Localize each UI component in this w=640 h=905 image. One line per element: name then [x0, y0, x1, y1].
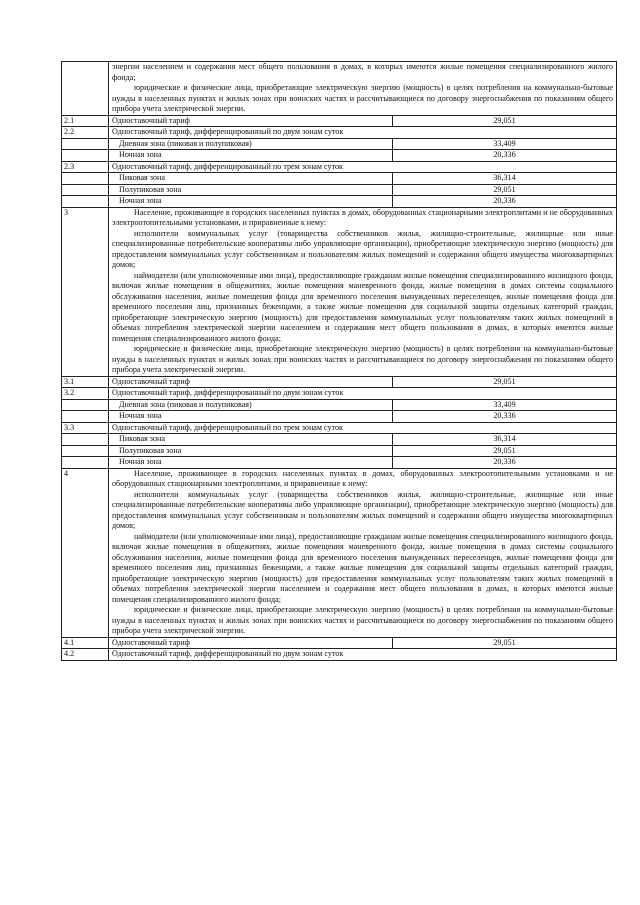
tariff-value: 20,336 [393, 150, 617, 162]
row-number [62, 399, 109, 411]
tariff-table [61, 61, 617, 661]
tariff-row [62, 434, 617, 446]
group-number: 4 [62, 468, 109, 637]
tariff-row [62, 422, 617, 434]
tariff-label: Одноставочный тариф [109, 376, 393, 388]
paragraph: энергии населением и содержания мест общего пользования в домах, в которых имеются жилые помещения специализированного жилого фонда; [112, 62, 613, 82]
tariff-value: 33,409 [393, 399, 617, 411]
tariff-label: Пиковая зона [109, 434, 393, 446]
tariff-label: Одноставочный тариф, дифференцированный по двум зонам суток [109, 649, 617, 661]
document-page [61, 61, 616, 876]
consumer-group-row [62, 207, 617, 376]
tariff-value: 29,051 [393, 445, 617, 457]
tariff-label: Дневная зона (пиковая и полупиковая) [109, 399, 393, 411]
tariff-row [62, 445, 617, 457]
row-number [62, 445, 109, 457]
tariff-row [62, 399, 617, 411]
paragraph: юридические и физические лица, приобретающие электрическую энергию (мощность) в целях потребления на коммунально-бытовые нужды в населенных пунктах и жилых зонах при воинских частях и рассчитывающиеся по договору энергоснабжения по показаниям общего прибора учета электрической энергии. [112, 605, 613, 635]
paragraph: Население, проживающее в городских населенных пунктах в домах, оборудованных стационарными электроплитами и не оборудованных электроотопительными установками, и приравненные к нему: [112, 207, 613, 227]
tariff-value: 20,336 [393, 196, 617, 208]
paragraph: наймодатели (или уполномоченные ими лица), предоставляющие гражданам жилые помещения специализированного жилищного фонда, включая жилые помещения в общежитиях, жилые помещения маневренного фонда, жилые помещения в домах системы социального обслуживания населения, жилые помещения фонда для временного поселения вынужденных переселенцев, жилые помещения фонда для временного поселения лиц, признанных беженцами, а также жилые помещения для социальной защиты отдельных категорий граждан, приобретающие электрическую энергию (мощность) для предоставления коммунальных услуг пользователям таких жилых помещений в объемах потребления электрической энергии населением и содержания мест общего пользования в домах, в которых имеются жилые помещения специализированного жилого фонда; [112, 270, 613, 343]
tariff-row [62, 637, 617, 649]
tariff-label: Дневная зона (пиковая и полупиковая) [109, 138, 393, 150]
row-number: 3.2 [62, 388, 109, 400]
tariff-row [62, 649, 617, 661]
paragraph: юридические и физические лица, приобретающие электрическую энергию (мощность) в целях потребления на коммунально-бытовые нужды в населенных пунктах и жилых зонах при воинских частях и рассчитывающиеся по договору энергоснабжения по показаниям общего прибора учета электрической энергии. [112, 344, 613, 374]
row-number [62, 457, 109, 469]
row-number [62, 173, 109, 185]
row-number [62, 150, 109, 162]
row-number: 2.3 [62, 161, 109, 173]
tariff-value: 29,051 [393, 637, 617, 649]
tariff-label: Одноставочный тариф, дифференцированный по трем зонам суток [109, 161, 617, 173]
tariff-label: Ночная зона [109, 150, 393, 162]
tariff-row [62, 115, 617, 127]
tariff-value: 20,336 [393, 411, 617, 423]
tariff-label: Ночная зона [109, 457, 393, 469]
tariff-value: 29,051 [393, 115, 617, 127]
group-description [109, 468, 617, 637]
tariff-row [62, 388, 617, 400]
tariff-value: 33,409 [393, 138, 617, 150]
consumer-group-row [62, 468, 617, 637]
tariff-label: Одноставочный тариф, дифференцированный по двум зонам суток [109, 127, 617, 139]
tariff-row [62, 411, 617, 423]
tariff-value: 36,314 [393, 434, 617, 446]
row-number [62, 196, 109, 208]
row-number [62, 434, 109, 446]
tariff-row [62, 196, 617, 208]
paragraph: исполнители коммунальных услуг (товарищества собственников жилья, жилищно-строительные, жилищные или иные специализированные потребительские кооперативы либо управляющие организации), приобретающие электрическую энергию (мощность) для предоставления коммунальных услуг собственникам и пользователям жилых помещений и содержания общего имущества многоквартирных домов; [112, 228, 613, 269]
tariff-row [62, 127, 617, 139]
row-number [62, 138, 109, 150]
description-cell [109, 62, 617, 116]
paragraph: Население, проживающее в городских населенных пунктах в домах, оборудованных электроотопительными установками и не оборудованных стационарными электроплитами, и приравненные к нему: [112, 468, 613, 488]
tariff-label: Ночная зона [109, 196, 393, 208]
tariff-row [62, 138, 617, 150]
row-number: 3.1 [62, 376, 109, 388]
tariff-label: Ночная зона [109, 411, 393, 423]
tariff-row [62, 184, 617, 196]
continuation-row [62, 62, 617, 116]
row-number: 3.3 [62, 422, 109, 434]
tariff-label: Одноставочный тариф, дифференцированный по трем зонам суток [109, 422, 617, 434]
tariff-value: 36,314 [393, 173, 617, 185]
tariff-value: 29,051 [393, 376, 617, 388]
tariff-value: 20,336 [393, 457, 617, 469]
tariff-row [62, 150, 617, 162]
group-number: 3 [62, 207, 109, 376]
row-number: 4.2 [62, 649, 109, 661]
tariff-label: Полупиковая зона [109, 184, 393, 196]
row-number [62, 411, 109, 423]
row-number: 2.2 [62, 127, 109, 139]
group-description [109, 207, 617, 376]
row-number-cell [62, 62, 109, 116]
tariff-row [62, 457, 617, 469]
tariff-label: Одноставочный тариф, дифференцированный по двум зонам суток [109, 388, 617, 400]
tariff-label: Пиковая зона [109, 173, 393, 185]
paragraph: юридические и физические лица, приобретающие электрическую энергию (мощность) в целях потребления на коммунально-бытовые нужды в населенных пунктах и жилых зонах при воинских частях и рассчитывающиеся по договору энергоснабжения по показаниям общего прибора учета электрической энергии. [112, 83, 613, 113]
row-number: 4.1 [62, 637, 109, 649]
paragraph: наймодатели (или уполномоченные ими лица), предоставляющие гражданам жилые помещения специализированного жилищного фонда, включая жилые помещения в общежитиях, жилые помещения маневренного фонда, жилые помещения в домах системы социального обслуживания населения, жилые помещения фонда для временного поселения вынужденных переселенцев, жилые помещения фонда для временного поселения лиц, признанных беженцами, а также жилые помещения для социальной защиты отдельных категорий граждан, приобретающие электрическую энергию (мощность) для предоставления коммунальных услуг пользователям таких жилых помещений в объемах потребления электрической энергии населением и содержания мест общего пользования в домах, в которых имеются жилые помещения специализированного жилого фонда; [112, 531, 613, 604]
tariff-label: Одноставочный тариф [109, 115, 393, 127]
row-number: 2.1 [62, 115, 109, 127]
tariff-row [62, 173, 617, 185]
paragraph: исполнители коммунальных услуг (товарищества собственников жилья, жилищно-строительные, жилищные или иные специализированные потребительские кооперативы либо управляющие организации), приобретающие электрическую энергию (мощность) для предоставления коммунальных услуг собственникам и пользователям жилых помещений и содержания общего имущества многоквартирных домов; [112, 489, 613, 530]
tariff-label: Одноставочный тариф [109, 637, 393, 649]
tariff-row [62, 161, 617, 173]
tariff-label: Полупиковая зона [109, 445, 393, 457]
tariff-row [62, 376, 617, 388]
tariff-value: 29,051 [393, 184, 617, 196]
tariff-table-body [62, 62, 617, 661]
row-number [62, 184, 109, 196]
